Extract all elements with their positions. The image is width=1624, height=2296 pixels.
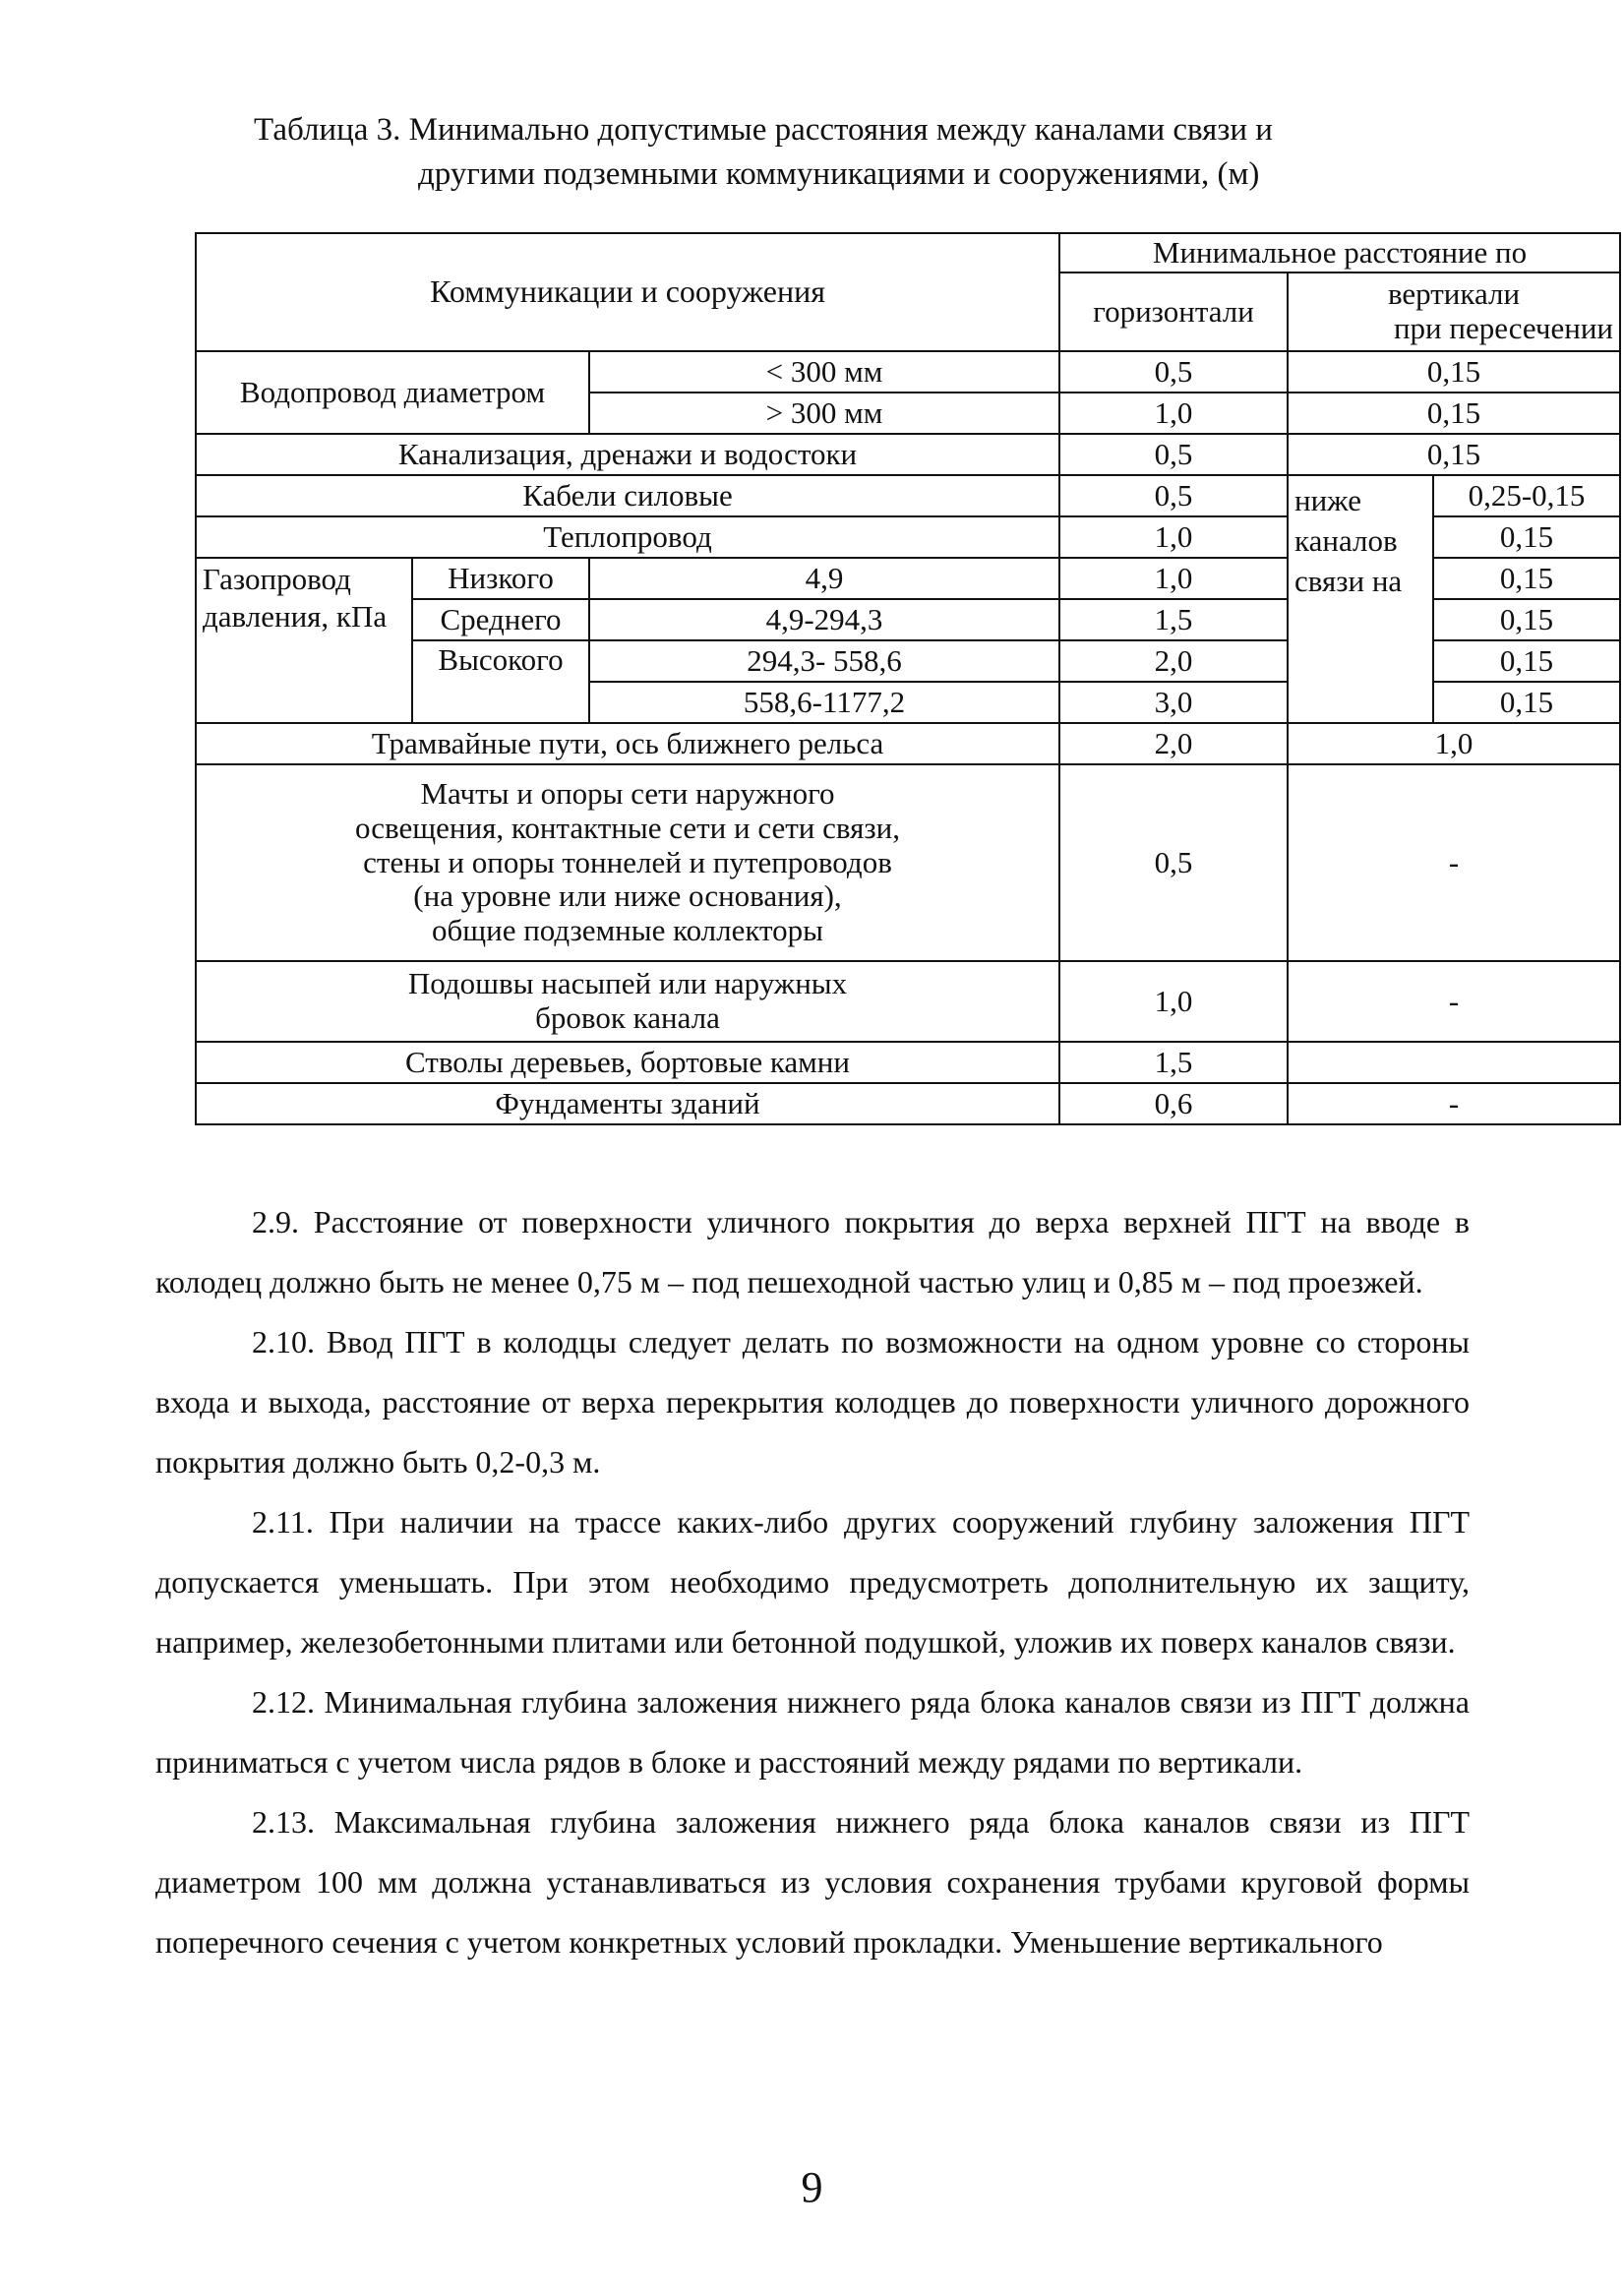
power-label: Кабели силовые [196, 475, 1059, 516]
found-v: - [1288, 1083, 1620, 1124]
tram-label: Трамвайные пути, ось ближнего рельса [196, 723, 1059, 764]
masts-line-2: освещения, контактные сети и сети связи, [355, 810, 900, 845]
paragraph-2-12: 2.12. Минимальная глубина заложения нижнего ряда блока каналов связи из ПГТ должна приниматься с учетом числа рядов в блоке и расстояний между рядами по вертикали. [155, 1684, 1470, 1780]
heat-v: 0,15 [1433, 516, 1620, 558]
gas-mid-name: Среднего [412, 599, 589, 640]
water-diameter-1: < 300 мм [589, 351, 1059, 393]
gas-label: Газопровод давления, кПа [196, 558, 412, 723]
embank-label [196, 961, 1059, 1042]
paragraph-2-9: 2.9. Расстояние от поверхности уличного покрытия до верха верхней ПГТ на вводе в колодец должно быть не менее 0,75 м – под пешеходной частью улиц и 0,85 м – под проезжей. [155, 1204, 1470, 1299]
heat-h: 1,0 [1059, 516, 1288, 558]
paragraph-2-11: 2.11. При наличии на трассе каких-либо других сооружений глубину заложения ПГТ допускается уменьшать. При этом необходимо предусмотреть дополнительную их защиту, например, железобетонными плитами или бетонной подушкой, уложив их поверх каналов связи. [155, 1504, 1470, 1660]
gas-high-h-2: 3,0 [1059, 682, 1288, 723]
water-h-2: 1,0 [1059, 393, 1288, 434]
gas-high-v-1: 0,15 [1433, 640, 1620, 682]
below-channels-label: ниже каналов связи на [1288, 475, 1433, 723]
header-vertical-label: вертикали [1387, 276, 1521, 312]
masts-h: 0,5 [1059, 764, 1288, 961]
masts-line-4: (на уровне или ниже основания), [413, 878, 842, 914]
found-label: Фундаменты зданий [196, 1083, 1059, 1124]
water-label: Водопровод диаметром [196, 351, 589, 434]
masts-line-3: стены и опоры тоннелей и путепроводов [363, 844, 892, 879]
sewer-h: 0,5 [1059, 434, 1288, 475]
distance-table [195, 232, 1621, 1125]
table-caption [254, 108, 1273, 197]
sewer-label: Канализация, дренажи и водостоки [196, 434, 1059, 475]
gas-high-pressure-1: 294,3- 558,6 [589, 640, 1059, 682]
gas-low-pressure: 4,9 [589, 558, 1059, 599]
power-h: 0,5 [1059, 475, 1288, 516]
header-vertical [1288, 272, 1620, 351]
tram-v: 1,0 [1288, 723, 1620, 764]
gas-low-h: 1,0 [1059, 558, 1288, 599]
embank-v: - [1288, 961, 1620, 1042]
trees-v [1288, 1042, 1620, 1083]
masts-label [196, 764, 1059, 961]
embank-h: 1,0 [1059, 961, 1288, 1042]
header-communications: Коммуникации и сооружения [196, 233, 1059, 351]
embank-line-1: Подошвы насыпей или наружных [407, 966, 848, 1001]
gas-mid-pressure: 4,9-294,3 [589, 599, 1059, 640]
caption-line-2: другими подземными коммуникациями и сооружениями, (м) [418, 156, 1260, 192]
header-min-distance: Минимальное расстояние по [1059, 233, 1620, 272]
sewer-v: 0,15 [1288, 434, 1620, 475]
paragraph-2-13: 2.13. Максимальная глубина заложения нижнего ряда блока каналов связи из ПГТ диаметром 100 мм должна устанавливаться из условия сохранения трубами круговой формы поперечного сечения с учетом конкретных условий прокладки. Уменьшение вертикального [155, 1804, 1470, 1960]
gas-mid-h: 1,5 [1059, 599, 1288, 640]
water-diameter-2: > 300 мм [589, 393, 1059, 434]
tram-h: 2,0 [1059, 723, 1288, 764]
trees-h: 1,5 [1059, 1042, 1288, 1083]
paragraph-2-10: 2.10. Ввод ПГТ в колодцы следует делать по возможности на одном уровне со стороны входа и выхода, расстояние от верха перекрытия колодцев до поверхности уличного дорожного покрытия должно быть 0,2-0,3 м. [155, 1324, 1470, 1480]
gas-high-pressure-2: 558,6-1177,2 [589, 682, 1059, 723]
masts-line-1: Мачты и опоры сети наружного [420, 776, 835, 812]
gas-high-h-1: 2,0 [1059, 640, 1288, 682]
water-v-2: 0,15 [1288, 393, 1620, 434]
page-number: 9 [801, 2163, 823, 2211]
gas-high-name: Высокого [412, 640, 589, 723]
masts-line-5: общие подземные коллекторы [431, 913, 824, 948]
water-v-1: 0,15 [1288, 351, 1620, 393]
body-text [155, 1192, 1470, 1972]
water-h-1: 0,5 [1059, 351, 1288, 393]
gas-low-v: 0,15 [1433, 558, 1620, 599]
gas-high-v-2: 0,15 [1433, 682, 1620, 723]
gas-low-name: Низкого [412, 558, 589, 599]
caption-line-1: Таблица 3. Минимально допустимые расстояния между каналами связи и [254, 112, 1273, 148]
power-v: 0,25-0,15 [1433, 475, 1620, 516]
gas-mid-v: 0,15 [1433, 599, 1620, 640]
heat-label: Теплопровод [196, 516, 1059, 558]
trees-label: Стволы деревьев, бортовые камни [196, 1042, 1059, 1083]
masts-v: - [1288, 764, 1620, 961]
found-h: 0,6 [1059, 1083, 1288, 1124]
header-crossing-label: при пересечении [1393, 311, 1614, 345]
embank-line-2: бровок канала [535, 1000, 720, 1035]
header-horizontal: горизонтали [1059, 272, 1288, 351]
